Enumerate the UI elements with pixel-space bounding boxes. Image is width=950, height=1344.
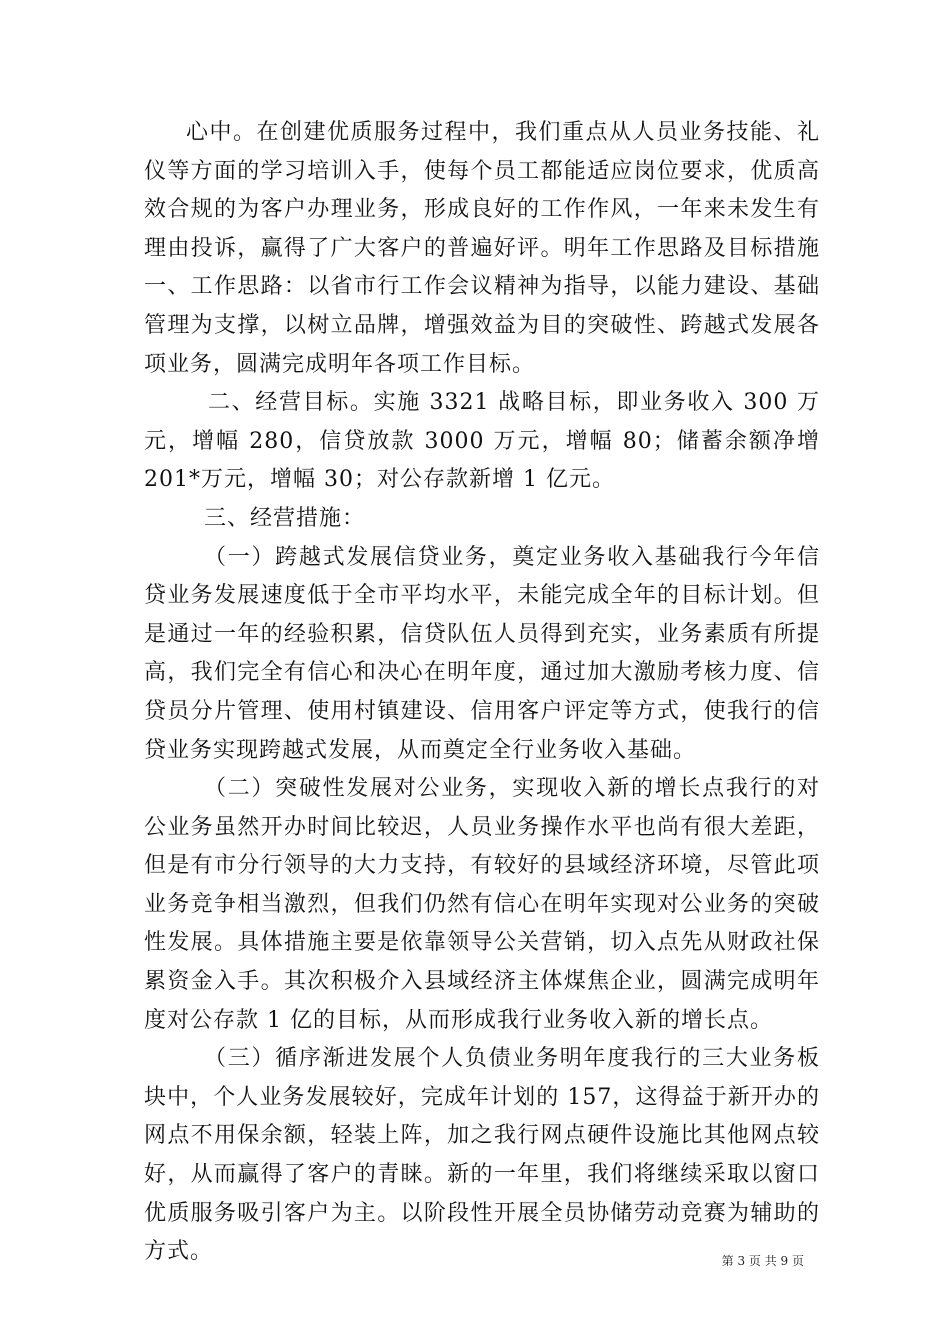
paragraph-business-targets: 二、经营目标。实施 3321 战略目标，即业务收入 300 万元，增幅 280，信贷放款 3000 万元，增幅 80；储蓄余额净增 201*万元，增幅 30；对公存款新增 1 亿元。 bbox=[144, 390, 820, 493]
page-number: 第 3 页 共 9 页 bbox=[721, 1254, 804, 1268]
paragraph-measures-heading: 三、经营措施： bbox=[204, 505, 366, 531]
paragraph-personal-liabilities: （三）循序渐进发展个人负债业务明年度我行的三大业务板块中，个人业务发展较好，完成年计划的 157，这得益于新开办的网点不用保余额，轻装上阵，加之我行网点硬件设施比其他网点较好，从而赢得了客户的青睐。新的一年里，我们将继续采取以窗口优质服务吸引客户为主。以阶段性开展全员协储劳动竞赛为辅助的方式。 bbox=[144, 1046, 820, 1265]
paragraph-service-and-strategy: 心中。在创建优质服务过程中，我们重点从人员业务技能、礼仪等方面的学习培训入手，使每个员工都能适应岗位要求，优质高效合规的为客户办理业务，形成良好的工作作风，一年来未发生有理由投诉，赢得了广大客户的普遍好评。明年工作思路及目标措施一、工作思路：以省市行工作会议精神为指导，以能力建设、基础管理为支撑，以树立品牌，增强效益为目的突破性、跨越式发展各项业务，圆满完成明年各项工作目标。 bbox=[144, 120, 820, 377]
document-body bbox=[144, 114, 820, 1272]
paragraph-corporate-business: （二）突破性发展对公业务，实现收入新的增长点我行的对公业务虽然开办时间比较迟，人员业务操作水平也尚有很大差距，但是有市分行领导的大力支持，有较好的县域经济环境，尽管此项业务竞争相当激烈，但我们仍然有信心在明年实现对公业务的突破性发展。具体措施主要是依靠领导公关营销，切入点先从财政社保累资金入手。其次积极介入县域经济主体煤焦企业，圆满完成明年度对公存款 1 亿的目标，从而形成我行业务收入新的增长点。 bbox=[144, 776, 820, 1033]
paragraph-credit-business: （一）跨越式发展信贷业务，奠定业务收入基础我行今年信贷业务发展速度低于全市平均水平，未能完成全年的目标计划。但是通过一年的经验积累，信贷队伍人员得到充实，业务素质有所提高，我们完全有信心和决心在明年度，通过加大激励考核力度、信贷员分片管理、使用村镇建设、信用客户评定等方式，使我行的信贷业务实现跨越式发展，从而奠定全行业务收入基础。 bbox=[144, 544, 820, 763]
